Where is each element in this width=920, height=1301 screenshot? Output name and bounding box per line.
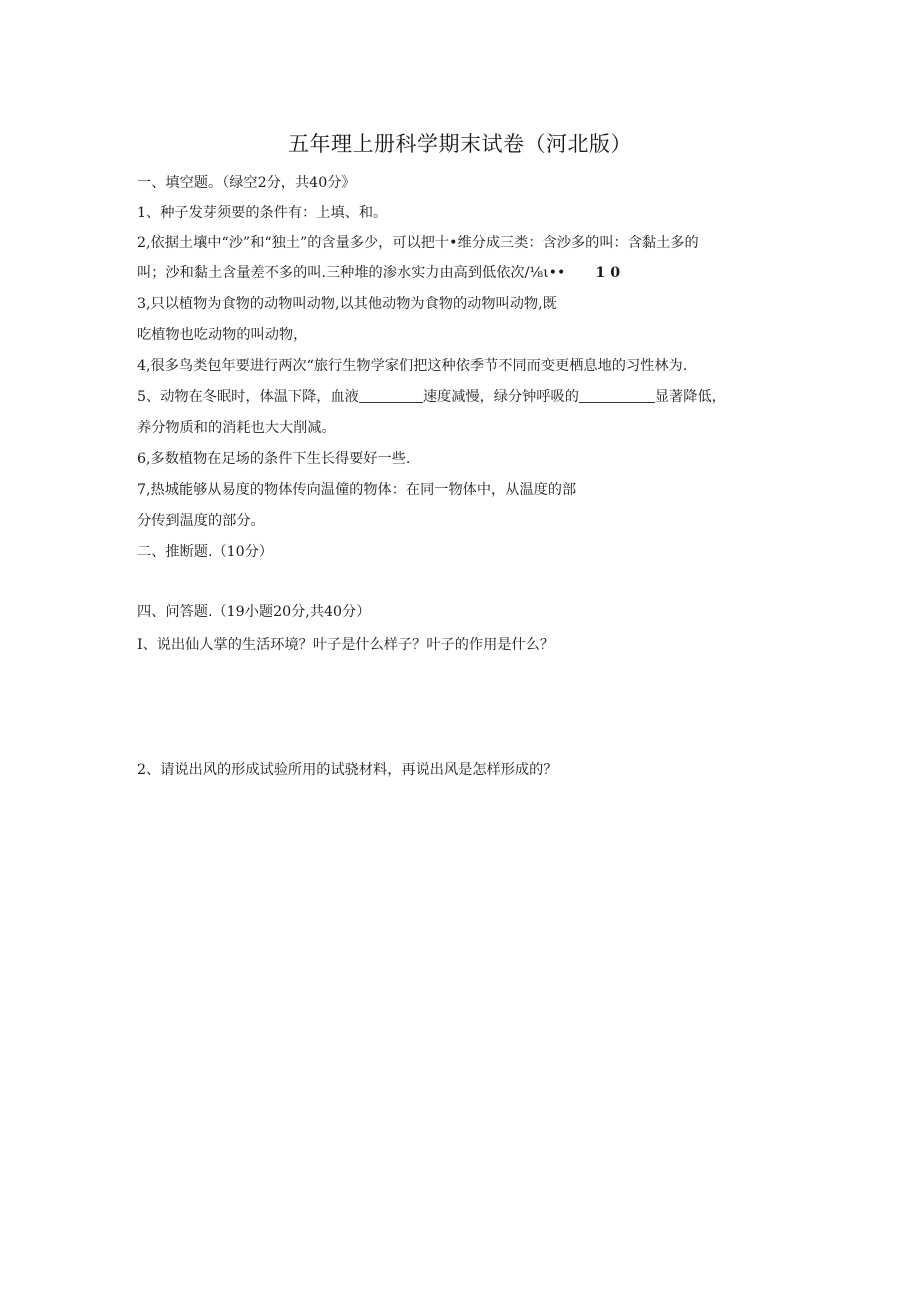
page-title: 五年理上册科学期末试卷（河北版）: [288, 132, 632, 156]
question-7-line-2: 分传到温度的部分。: [137, 513, 265, 529]
question-5-part-3: 显著降低，: [654, 389, 726, 405]
question-6: 6,多数植物在足场的条件下生长得要好一些.: [137, 451, 411, 467]
question-1: 1、种子发芽须要的条件有：上填、和。: [137, 205, 388, 221]
question-2-line-1: 2,依据土壤中“沙”和“独土”的含量多少，可以把十•维分成三类：含沙多的叫：含黏土多的: [137, 235, 699, 251]
question-5-line-1: [137, 386, 726, 406]
question-2-line-2-text: 叫；沙和黏土含量差不多的叫.三种堆的渗水实力由高到低依次/⅛ι••: [137, 265, 566, 281]
essay-question-2: 2、请说出风的形成试验所用的试骁材料，再说出风是怎样形成的？: [137, 762, 558, 778]
question-5-part-1: 5、动物在冬眠时，体温下降，血液: [137, 389, 359, 405]
question-3-line-2: 吃植物也吃动物的叫动物，: [137, 327, 308, 343]
question-5-line-2: 养分物质和的消耗也大大削减。: [137, 420, 336, 436]
section-4-heading: 四、问答题.（19小题20分,共40分）: [137, 604, 371, 620]
question-2-line-2: [137, 262, 620, 282]
question-3-line-1: 3,只以植物为食物的动物叫动物,以其他动物为食物的动物叫动物,既: [137, 296, 557, 312]
question-7-line-1: 7,热城能够从易度的物体传向温僮的物体：在同一物体中，从温度的部: [137, 482, 577, 498]
section-2-heading: 二、推断题.（10分）: [137, 544, 274, 560]
answer-blank[interactable]: [359, 388, 423, 403]
question-2-tail: 1 0: [595, 265, 621, 281]
question-4: 4,很多鸟类包年要进行两次“旅行生物学家们把这种依季节不同而变更栖息地的习性林为.: [137, 358, 688, 374]
answer-blank[interactable]: [579, 388, 655, 403]
section-1-heading: 一、填空题。（绿空2分，共40分》: [137, 175, 356, 191]
question-5-part-2: 速度减慢，绿分钟呼吸的: [422, 389, 579, 405]
essay-question-1: I、说出仙人掌的生活环境？叶子是什么样子？叶子的作用是什么？: [137, 637, 555, 653]
